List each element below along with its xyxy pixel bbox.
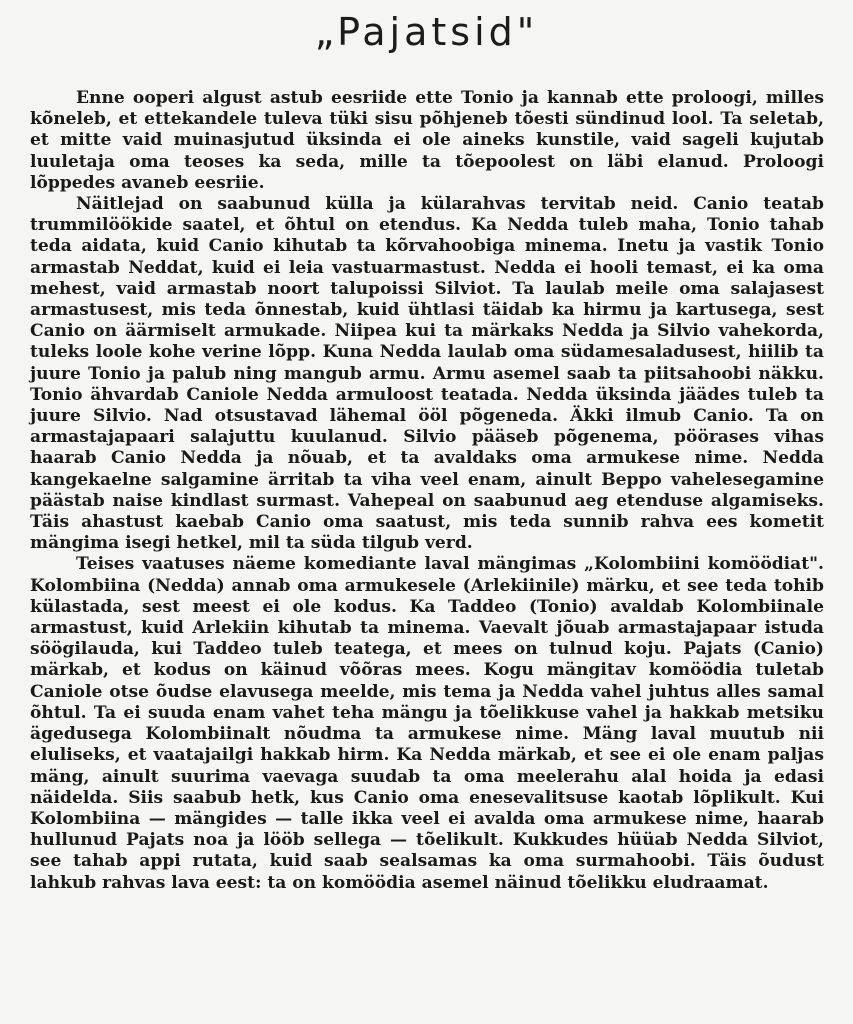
- paragraph-act-one: Näitlejad on saabunud külla ja külarahvas tervitab neid. Canio teatab trummilöökide saatel, et õhtul on etendus. Ka Nedda tuleb maha, Tonio tahab teda aidata, kuid Canio kihutab ta kõrvahoobiga minema. Inetu ja vastik Tonio armastab Neddat, kuid ei leia vastuarmastust. Nedda ei hooli temast, ei ka oma mehest, vaid armastab noort talupoissi Silviot. Ta laulab meile oma salajasest armastusest, mis teda õnnestab, kuid ühtlasi täidab ka hirmu ja kartusega, sest Canio on äärmiselt armukade. Niipea kui ta märkaks Nedda ja Silvio vahekorda, tuleks loole kohe verine lõpp. Kuna Nedda laulab oma südamesaladusest, hiilib ta juure Tonio ja palub ning mangub armu. Armu asemel saab ta piitsahoobi näkku. Tonio ähvardab Caniole Nedda armuloost teatada. Nedda üksinda jäädes tuleb ta juure Silvio. Nad otsustavad lähemal ööl põgeneda. Äkki ilmub Canio. Ta on armastajapaari salajuttu kuulanud. Silvio pääseb põgenema, pöörases vihas haarab Canio Nedda ja nõuab, et ta avaldaks oma armukese nime. Nedda kangekaelne salgamine ärritab ta viha veel enam, ainult Beppo vahelesegamine päästab naise kindlast surmast. Vahepeal on saabunud aeg etenduse algamiseks. Täis ahastust kaebab Canio oma saatust, mis teda sunnib rahva ees kometit mängima isegi hetkel, mil ta süda tilgub verd.: [30, 194, 824, 554]
- document-body: [30, 88, 824, 894]
- page-title: „Pajatsid": [314, 10, 539, 54]
- paragraph-prologue: Enne ooperi algust astub eesriide ette Tonio ja kannab ette proloogi, milles kõneleb, et ettekandele tuleva tüki sisu põhjeneb tõesti sündinud lool. Ta seletab, et mitte vaid muinasjutud üksinda ei ole aineks kunstile, vaid sageli kujutab luuletaja oma teoses ka seda, mille ta tõepoolest on läbi elanud. Proloogi lõppedes avaneb eesriie.: [30, 88, 824, 193]
- paragraph-act-two: Teises vaatuses näeme komediante laval mängimas „Kolombiini komöödiat". Kolombiina (Nedda) annab oma armukesele (Arlekiinile) märku, et see teda tohib külastada, sest meest ei ole kodus. Ka Taddeo (Tonio) avaldab Kolombiinale armastust, kuid Arlekiin kihutab ta minema. Vaevalt jõuab armastajapaar istuda söögilauda, kui Taddeo tuleb teatega, et mees on tulnud koju. Pajats (Canio) märkab, et kodus on käinud võõras mees. Kogu mängitav komöödia tuletab Caniole otse õudse elavusega meelde, mis tema ja Nedda vahel juhtus alles samal õhtul. Ta ei suuda enam vahet teha mängu ja tõelikkuse vahel ja hakkab metsiku ägedusega Kolombiinalt nõudma ta armukese nime. Mäng laval muutub nii eluliseks, et vaatajailgi hakkab hirm. Ka Nedda märkab, et see ei ole enam paljas mäng, ainult suurima vaevaga suudab ta oma meelerahu alal hoida ja edasi näidelda. Siis saabub hetk, kus Canio oma enesevalitsuse kaotab lõplikult. Kui Kolombiina — mängides — talle ikka veel ei avalda oma armukese nime, haarab hullunud Pajats noa ja lööb sellega — tõelikult. Kukkudes hüüab Nedda Silviot, see tahab appi rutata, kuid saab sealsamas ka oma surmahoobi. Täis õudust lahkub rahvas lava eest: ta on komöödia asemel näinud tõelikku eludraamat.: [30, 554, 824, 893]
